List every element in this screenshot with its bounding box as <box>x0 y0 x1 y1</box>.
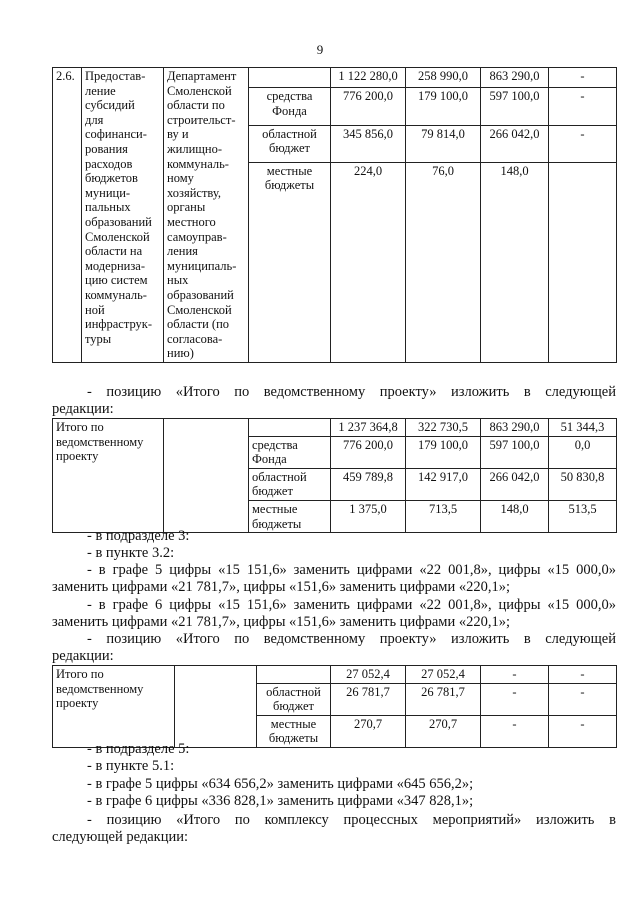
value-year-2: 597 100,0 <box>481 88 549 125</box>
value-total: 27 052,4 <box>331 666 406 684</box>
instruction-paragraph: - в графе 5 цифры «15 151,6» заменить цифрами «22 001,8», цифры «15 000,0» <box>87 562 616 578</box>
value-year-1: 79 814,0 <box>406 125 481 162</box>
instruction-paragraph: - позицию «Итого по ведомственному проекту» изложить в следующей <box>87 631 616 647</box>
value-total: 1 237 364,8 <box>331 419 406 437</box>
funding-source <box>249 68 331 88</box>
funding-source: областной бюджет <box>249 468 331 500</box>
funding-source <box>249 419 331 437</box>
instruction-paragraph: - в графе 6 цифры «15 151,6» заменить цифрами «22 001,8», цифры «15 000,0» <box>87 597 616 613</box>
instruction-paragraph: - позицию «Итого по ведомственному проекту» изложить в следующей <box>87 384 616 400</box>
value-year-2: - <box>481 683 549 715</box>
value-year-1: 258 990,0 <box>406 68 481 88</box>
instruction-line: - в подразделе 5: <box>87 741 190 757</box>
value-year-3: 0,0 <box>549 436 617 468</box>
value-total: 1 122 280,0 <box>331 68 406 88</box>
instruction-paragraph-cont: редакции: <box>52 401 114 417</box>
executor: Департамент Смоленской области по строительст- ву и жилищно- коммуналь- ному хозяйству, органы местного самоуправ- ления муниципаль- ных образований Смоленской области (по согласова- нию) <box>164 68 249 363</box>
value-total: 224,0 <box>331 162 406 362</box>
value-total: 1 375,0 <box>331 500 406 532</box>
funding-source: средства Фонда <box>249 88 331 125</box>
funding-source: областной бюджет <box>249 125 331 162</box>
table-row <box>53 68 617 88</box>
funding-source <box>257 666 331 684</box>
total-name: Итого по ведомственному проекту <box>53 419 164 533</box>
value-year-2: - <box>481 666 549 684</box>
instruction-line: - в пункте 5.1: <box>87 758 175 774</box>
value-year-3: 51 344,3 <box>549 419 617 437</box>
empty-cell <box>175 666 257 748</box>
value-year-2: 863 290,0 <box>481 68 549 88</box>
value-year-2: - <box>481 715 549 747</box>
value-year-3: - <box>549 68 617 88</box>
value-year-3: - <box>549 88 617 125</box>
value-total: 459 789,8 <box>331 468 406 500</box>
value-total: 776 200,0 <box>331 88 406 125</box>
total-name: Итого по ведомственному проекту <box>53 666 175 748</box>
value-year-2: 597 100,0 <box>481 436 549 468</box>
instruction-paragraph: - позицию «Итого по комплексу процессных мероприятий» изложить в <box>87 812 616 828</box>
value-year-2: 863 290,0 <box>481 419 549 437</box>
value-year-3 <box>549 162 617 362</box>
instruction-paragraph-cont: заменить цифрами «21 781,7», цифры «151,6» заменить цифрами «220,1»; <box>52 614 510 630</box>
funding-source: средства Фонда <box>249 436 331 468</box>
value-year-2: 148,0 <box>481 500 549 532</box>
instruction-line: - в графе 5 цифры «634 656,2» заменить цифрами «645 656,2»; <box>87 776 474 792</box>
value-total: 270,7 <box>331 715 406 747</box>
value-year-1: 179 100,0 <box>406 88 481 125</box>
value-year-3: - <box>549 666 617 684</box>
value-total: 26 781,7 <box>331 683 406 715</box>
measure-name: Предостав- ление субсидий для софинанси- рования расходов бюджетов муници- пальных образований Смоленской области на модерниза- цию систем коммуналь- ной инфраструк- туры <box>82 68 164 363</box>
value-year-1: 26 781,7 <box>406 683 481 715</box>
table-row <box>53 666 617 684</box>
value-year-1: 76,0 <box>406 162 481 362</box>
funding-source: местные бюджеты <box>257 715 331 747</box>
page-number: 9 <box>316 42 324 57</box>
value-year-2: 266 042,0 <box>481 125 549 162</box>
instruction-line: - в подразделе 3: <box>87 528 190 544</box>
table-item-2-6 <box>52 67 617 363</box>
table-total-departmental-project-3 <box>52 665 617 748</box>
instruction-paragraph-cont: редакции: <box>52 648 114 664</box>
instruction-line: - в графе 6 цифры «336 828,1» заменить цифрами «347 828,1»; <box>87 793 474 809</box>
value-year-1: 27 052,4 <box>406 666 481 684</box>
instruction-line: - в пункте 3.2: <box>87 545 175 561</box>
value-year-2: 266 042,0 <box>481 468 549 500</box>
value-year-3: 50 830,8 <box>549 468 617 500</box>
funding-source: местные бюджеты <box>249 500 331 532</box>
value-year-2: 148,0 <box>481 162 549 362</box>
table-total-departmental-project <box>52 418 617 533</box>
value-year-1: 713,5 <box>406 500 481 532</box>
value-year-3: - <box>549 683 617 715</box>
empty-cell <box>164 419 249 533</box>
table-row <box>53 419 617 437</box>
value-year-1: 322 730,5 <box>406 419 481 437</box>
value-year-1: 142 917,0 <box>406 468 481 500</box>
value-year-3: - <box>549 125 617 162</box>
value-year-1: 270,7 <box>406 715 481 747</box>
funding-source: местные бюджеты <box>249 162 331 362</box>
funding-source: областной бюджет <box>257 683 331 715</box>
instruction-paragraph-cont: заменить цифрами «21 781,7», цифры «151,6» заменить цифрами «220,1»; <box>52 579 510 595</box>
value-year-3: 513,5 <box>549 500 617 532</box>
value-total: 776 200,0 <box>331 436 406 468</box>
instruction-paragraph-cont: следующей редакции: <box>52 829 189 845</box>
value-year-3: - <box>549 715 617 747</box>
value-total: 345 856,0 <box>331 125 406 162</box>
value-year-1: 179 100,0 <box>406 436 481 468</box>
row-number: 2.6. <box>53 68 82 363</box>
